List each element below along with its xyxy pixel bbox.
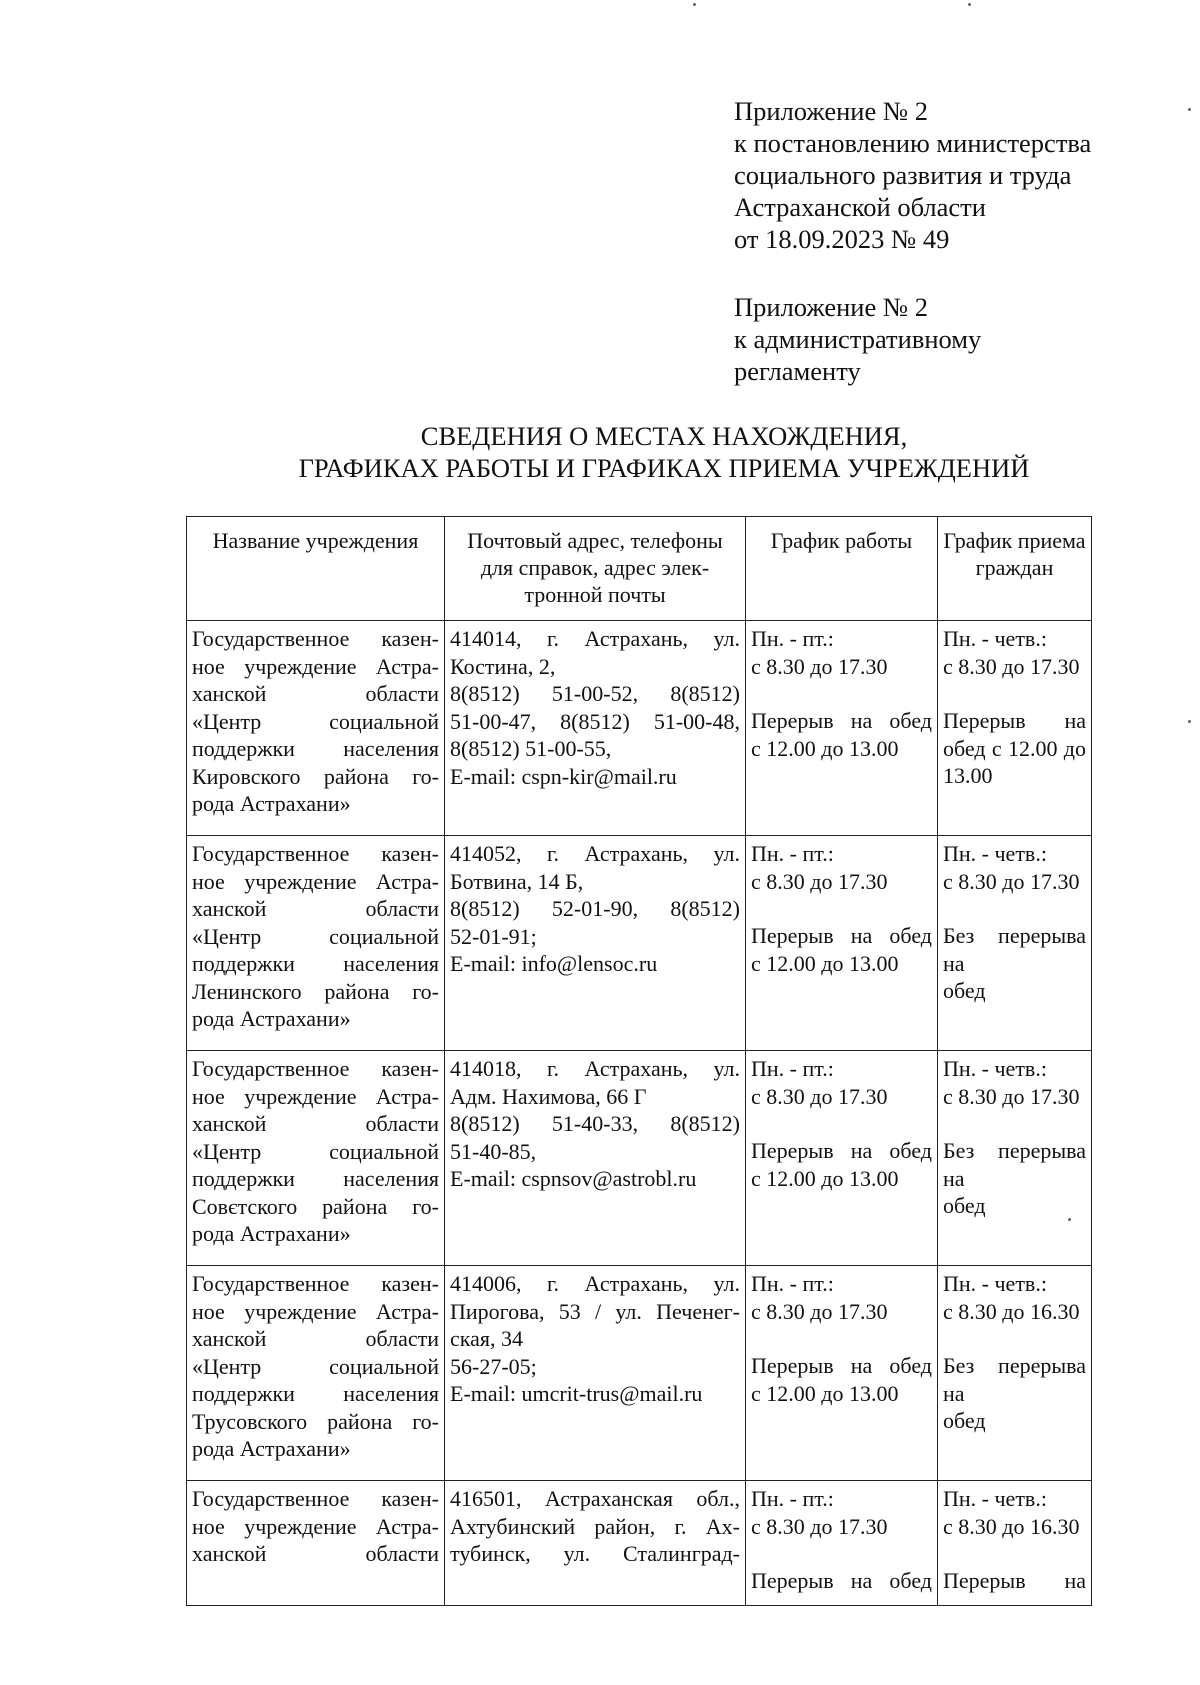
cell-line: 13.00 <box>943 763 993 788</box>
cell-line: с 12.00 до 13.00 <box>751 1165 899 1191</box>
cell-line: 414006, г. Астрахань, ул. <box>450 1271 740 1296</box>
cell-line: Государственное казен- <box>192 626 439 651</box>
cell-spacer <box>751 680 932 707</box>
cell-address <box>445 1266 746 1481</box>
cell-line: Трусовского района го- <box>192 1408 439 1434</box>
cell-line: 8(8512) 51-00-55, <box>450 736 612 761</box>
cell-line: 52-01-91; <box>450 923 537 949</box>
cell-line: поддержки населения <box>192 736 439 761</box>
cell-spacer <box>943 680 1086 707</box>
institutions-table <box>186 516 1092 1606</box>
cell-reception <box>938 1481 1092 1606</box>
cell-line: с 8.30 до 16.30 <box>943 1513 1080 1539</box>
cell-name <box>187 621 445 836</box>
cell-line: Пн. - четв.: <box>943 841 1047 866</box>
cell-line: Государственное казен- <box>192 1486 439 1511</box>
cell-line: Кировского района го- <box>192 763 439 789</box>
cell-line: E-mail: cspn-kir@mail.ru <box>450 763 677 789</box>
cell-spacer <box>751 1110 932 1137</box>
table-row <box>187 836 1092 1051</box>
cell-line: Перерыв на <box>943 1568 1086 1593</box>
cell-line: ханской области <box>192 681 439 706</box>
header-cell-address <box>445 517 746 621</box>
cell-line: ская, 34 <box>450 1326 524 1351</box>
cell-line: Пн. - пт.: <box>751 1056 834 1081</box>
table-header-row <box>187 517 1092 621</box>
cell-line: Почтовый адрес, телефоны <box>467 528 723 553</box>
cell-spacer <box>943 895 1086 922</box>
cell-line: 414052, г. Астрахань, ул. <box>450 841 740 866</box>
scan-speck <box>968 3 971 6</box>
cell-address <box>445 836 746 1051</box>
cell-line: «Центр социальной <box>192 708 439 734</box>
cell-line: поддержки населения <box>192 1166 439 1191</box>
cell-line: Перерыв на <box>943 708 1086 733</box>
cell-line: Перерыв на обед <box>751 1568 932 1593</box>
cell-line: обед <box>943 978 986 1003</box>
table-row <box>187 1051 1092 1266</box>
cell-line: тронной почты <box>524 582 666 607</box>
cell-line: Пн. - четв.: <box>943 1271 1047 1296</box>
cell-line: с 8.30 до 17.30 <box>751 1083 888 1109</box>
cell-address <box>445 1051 746 1266</box>
cell-line: ное учреждение Астра- <box>192 1513 439 1539</box>
cell-line: Пн. - четв.: <box>943 1056 1047 1081</box>
approval-line: социального развития и труда <box>734 160 1072 190</box>
cell-line: обед <box>943 1408 986 1433</box>
cell-line: с 8.30 до 17.30 <box>943 1083 1080 1109</box>
cell-line: Перерыв на обед <box>751 1353 932 1378</box>
scan-speck <box>1188 108 1191 111</box>
cell-work <box>746 1051 938 1266</box>
cell-line: ное учреждение Астра- <box>192 1298 439 1324</box>
cell-line: рода Астрахани» <box>192 1006 351 1031</box>
cell-line: 51-00-47, 8(8512) 51-00-48, <box>450 708 740 734</box>
cell-work <box>746 1481 938 1606</box>
cell-line: 416501, Астраханская обл., <box>450 1486 740 1511</box>
table-row <box>187 1481 1092 1606</box>
cell-line: «Центр социальной <box>192 923 439 949</box>
cell-line: ханской области <box>192 1541 439 1566</box>
cell-line: с 8.30 до 17.30 <box>943 868 1080 894</box>
cell-line: граждан <box>975 555 1054 580</box>
table-row <box>187 621 1092 836</box>
cell-line: ное учреждение Астра- <box>192 868 439 894</box>
cell-line: 8(8512) 52-01-90, 8(8512) <box>450 896 740 921</box>
table-row <box>187 1266 1092 1481</box>
scan-speck <box>1188 720 1191 723</box>
approval-line: от 18.09.2023 № 49 <box>734 224 950 254</box>
cell-line: с 8.30 до 17.30 <box>751 1298 888 1324</box>
cell-line: Пн. - пт.: <box>751 1486 834 1511</box>
cell-line: Перерыв на обед <box>751 708 932 733</box>
approval-line: Приложение № 2 <box>734 292 929 322</box>
cell-address <box>445 621 746 836</box>
cell-line: с 8.30 до 17.30 <box>751 653 888 679</box>
cell-line: поддержки населения <box>192 951 439 976</box>
approval-line: к постановлению министерства <box>734 128 1092 158</box>
cell-line: Ботвина, 14 Б, <box>450 868 584 894</box>
cell-spacer <box>751 1325 932 1352</box>
cell-line: для справок, адрес элек- <box>480 555 710 580</box>
cell-line: обед с 12.00 до <box>943 735 1086 761</box>
cell-reception <box>938 836 1092 1051</box>
cell-spacer <box>751 1540 932 1567</box>
cell-line: Пн. - пт.: <box>751 626 834 651</box>
title-line: СВЕДЕНИЯ О МЕСТАХ НАХОЖДЕНИЯ, <box>420 421 908 451</box>
document-title <box>180 420 1148 484</box>
cell-line: тубинск, ул. Сталинград- <box>450 1541 740 1566</box>
cell-line: Перерыв на обед <box>751 923 932 948</box>
cell-line: обед <box>943 1193 986 1218</box>
header-cell-name <box>187 517 445 621</box>
approval-block-main <box>734 95 1091 255</box>
cell-line: ное учреждение Астра- <box>192 653 439 679</box>
approval-block-regulation <box>734 291 981 387</box>
cell-line: Государственное казен- <box>192 1056 439 1081</box>
title-line: ГРАФИКАХ РАБОТЫ И ГРАФИКАХ ПРИЕМА УЧРЕЖДЕНИЙ <box>298 453 1030 483</box>
approval-line: Астраханской области <box>734 192 986 222</box>
cell-line: ханской области <box>192 1326 439 1351</box>
cell-line: с 8.30 до 16.30 <box>943 1298 1080 1324</box>
cell-reception <box>938 1051 1092 1266</box>
cell-line: Название учреждения <box>212 528 419 553</box>
cell-line: Государственное казен- <box>192 1271 439 1296</box>
cell-name <box>187 836 445 1051</box>
cell-line: с 12.00 до 13.00 <box>751 1380 899 1406</box>
approval-line: к административному <box>734 324 982 354</box>
cell-spacer <box>943 1110 1086 1137</box>
cell-line: E-mail: umcrit-trus@mail.ru <box>450 1381 703 1406</box>
cell-line: с 12.00 до 13.00 <box>751 735 899 761</box>
cell-name <box>187 1266 445 1481</box>
scan-speck <box>1068 1218 1071 1221</box>
cell-line: с 8.30 до 17.30 <box>751 868 888 894</box>
cell-address <box>445 1481 746 1606</box>
cell-line: Костина, 2, <box>450 653 556 679</box>
cell-line: Пн. - четв.: <box>943 626 1047 651</box>
cell-line: Адм. Нахимова, 66 Г <box>450 1083 647 1109</box>
cell-line: Без перерыва на <box>943 1138 1086 1191</box>
cell-line: E-mail: cspnsov@astrobl.ru <box>450 1166 697 1191</box>
cell-line: рода Астрахани» <box>192 791 351 816</box>
cell-line: Пн. - пт.: <box>751 841 834 866</box>
cell-work <box>746 621 938 836</box>
cell-line: 51-40-85, <box>450 1138 537 1164</box>
header-cell-reception <box>938 517 1092 621</box>
cell-work <box>746 836 938 1051</box>
cell-line: График работы <box>770 528 913 553</box>
cell-reception <box>938 1266 1092 1481</box>
cell-line: Перерыв на обед <box>751 1138 932 1163</box>
cell-line: Без перерыва на <box>943 1353 1086 1406</box>
cell-line: с 12.00 до 13.00 <box>751 950 899 976</box>
cell-line: Пн. - пт.: <box>751 1271 834 1296</box>
cell-line: «Центр социальной <box>192 1138 439 1164</box>
scan-speck <box>693 3 696 6</box>
cell-line: 414014, г. Астрахань, ул. <box>450 626 740 651</box>
cell-line: Пирогова, 53 / ул. Печенег- <box>450 1298 740 1324</box>
cell-line: E-mail: info@lensoc.ru <box>450 951 658 976</box>
header-cell-work <box>746 517 938 621</box>
cell-spacer <box>943 1325 1086 1352</box>
cell-line: ханской области <box>192 1111 439 1136</box>
cell-line: 8(8512) 51-40-33, 8(8512) <box>450 1111 740 1136</box>
cell-line: с 8.30 до 17.30 <box>943 653 1080 679</box>
cell-line: Без перерыва на <box>943 923 1086 976</box>
cell-spacer <box>751 895 932 922</box>
cell-line: График приема <box>943 528 1086 553</box>
approval-line: Приложение № 2 <box>734 96 929 126</box>
cell-name <box>187 1481 445 1606</box>
cell-line: Государственное казен- <box>192 841 439 866</box>
cell-line: Ахтубинский район, г. Ах- <box>450 1513 740 1539</box>
cell-line: рода Астрахани» <box>192 1221 351 1246</box>
cell-line: 8(8512) 51-00-52, 8(8512) <box>450 681 740 706</box>
cell-line: ханской области <box>192 896 439 921</box>
cell-line: 414018, г. Астрахань, ул. <box>450 1056 740 1081</box>
cell-line: с 8.30 до 17.30 <box>751 1513 888 1539</box>
cell-reception <box>938 621 1092 836</box>
cell-line: Пн. - четв.: <box>943 1486 1047 1511</box>
cell-line: Ленинского района го- <box>192 978 439 1004</box>
cell-spacer <box>943 1540 1086 1567</box>
cell-work <box>746 1266 938 1481</box>
cell-line: 56-27-05; <box>450 1353 537 1379</box>
cell-name <box>187 1051 445 1266</box>
cell-line: «Центр социальной <box>192 1353 439 1379</box>
cell-line: Совєтского района го- <box>192 1193 439 1219</box>
approval-line: регламенту <box>734 356 861 386</box>
cell-line: ное учреждение Астра- <box>192 1083 439 1109</box>
cell-line: поддержки населения <box>192 1381 439 1406</box>
cell-line: рода Астрахани» <box>192 1436 351 1461</box>
